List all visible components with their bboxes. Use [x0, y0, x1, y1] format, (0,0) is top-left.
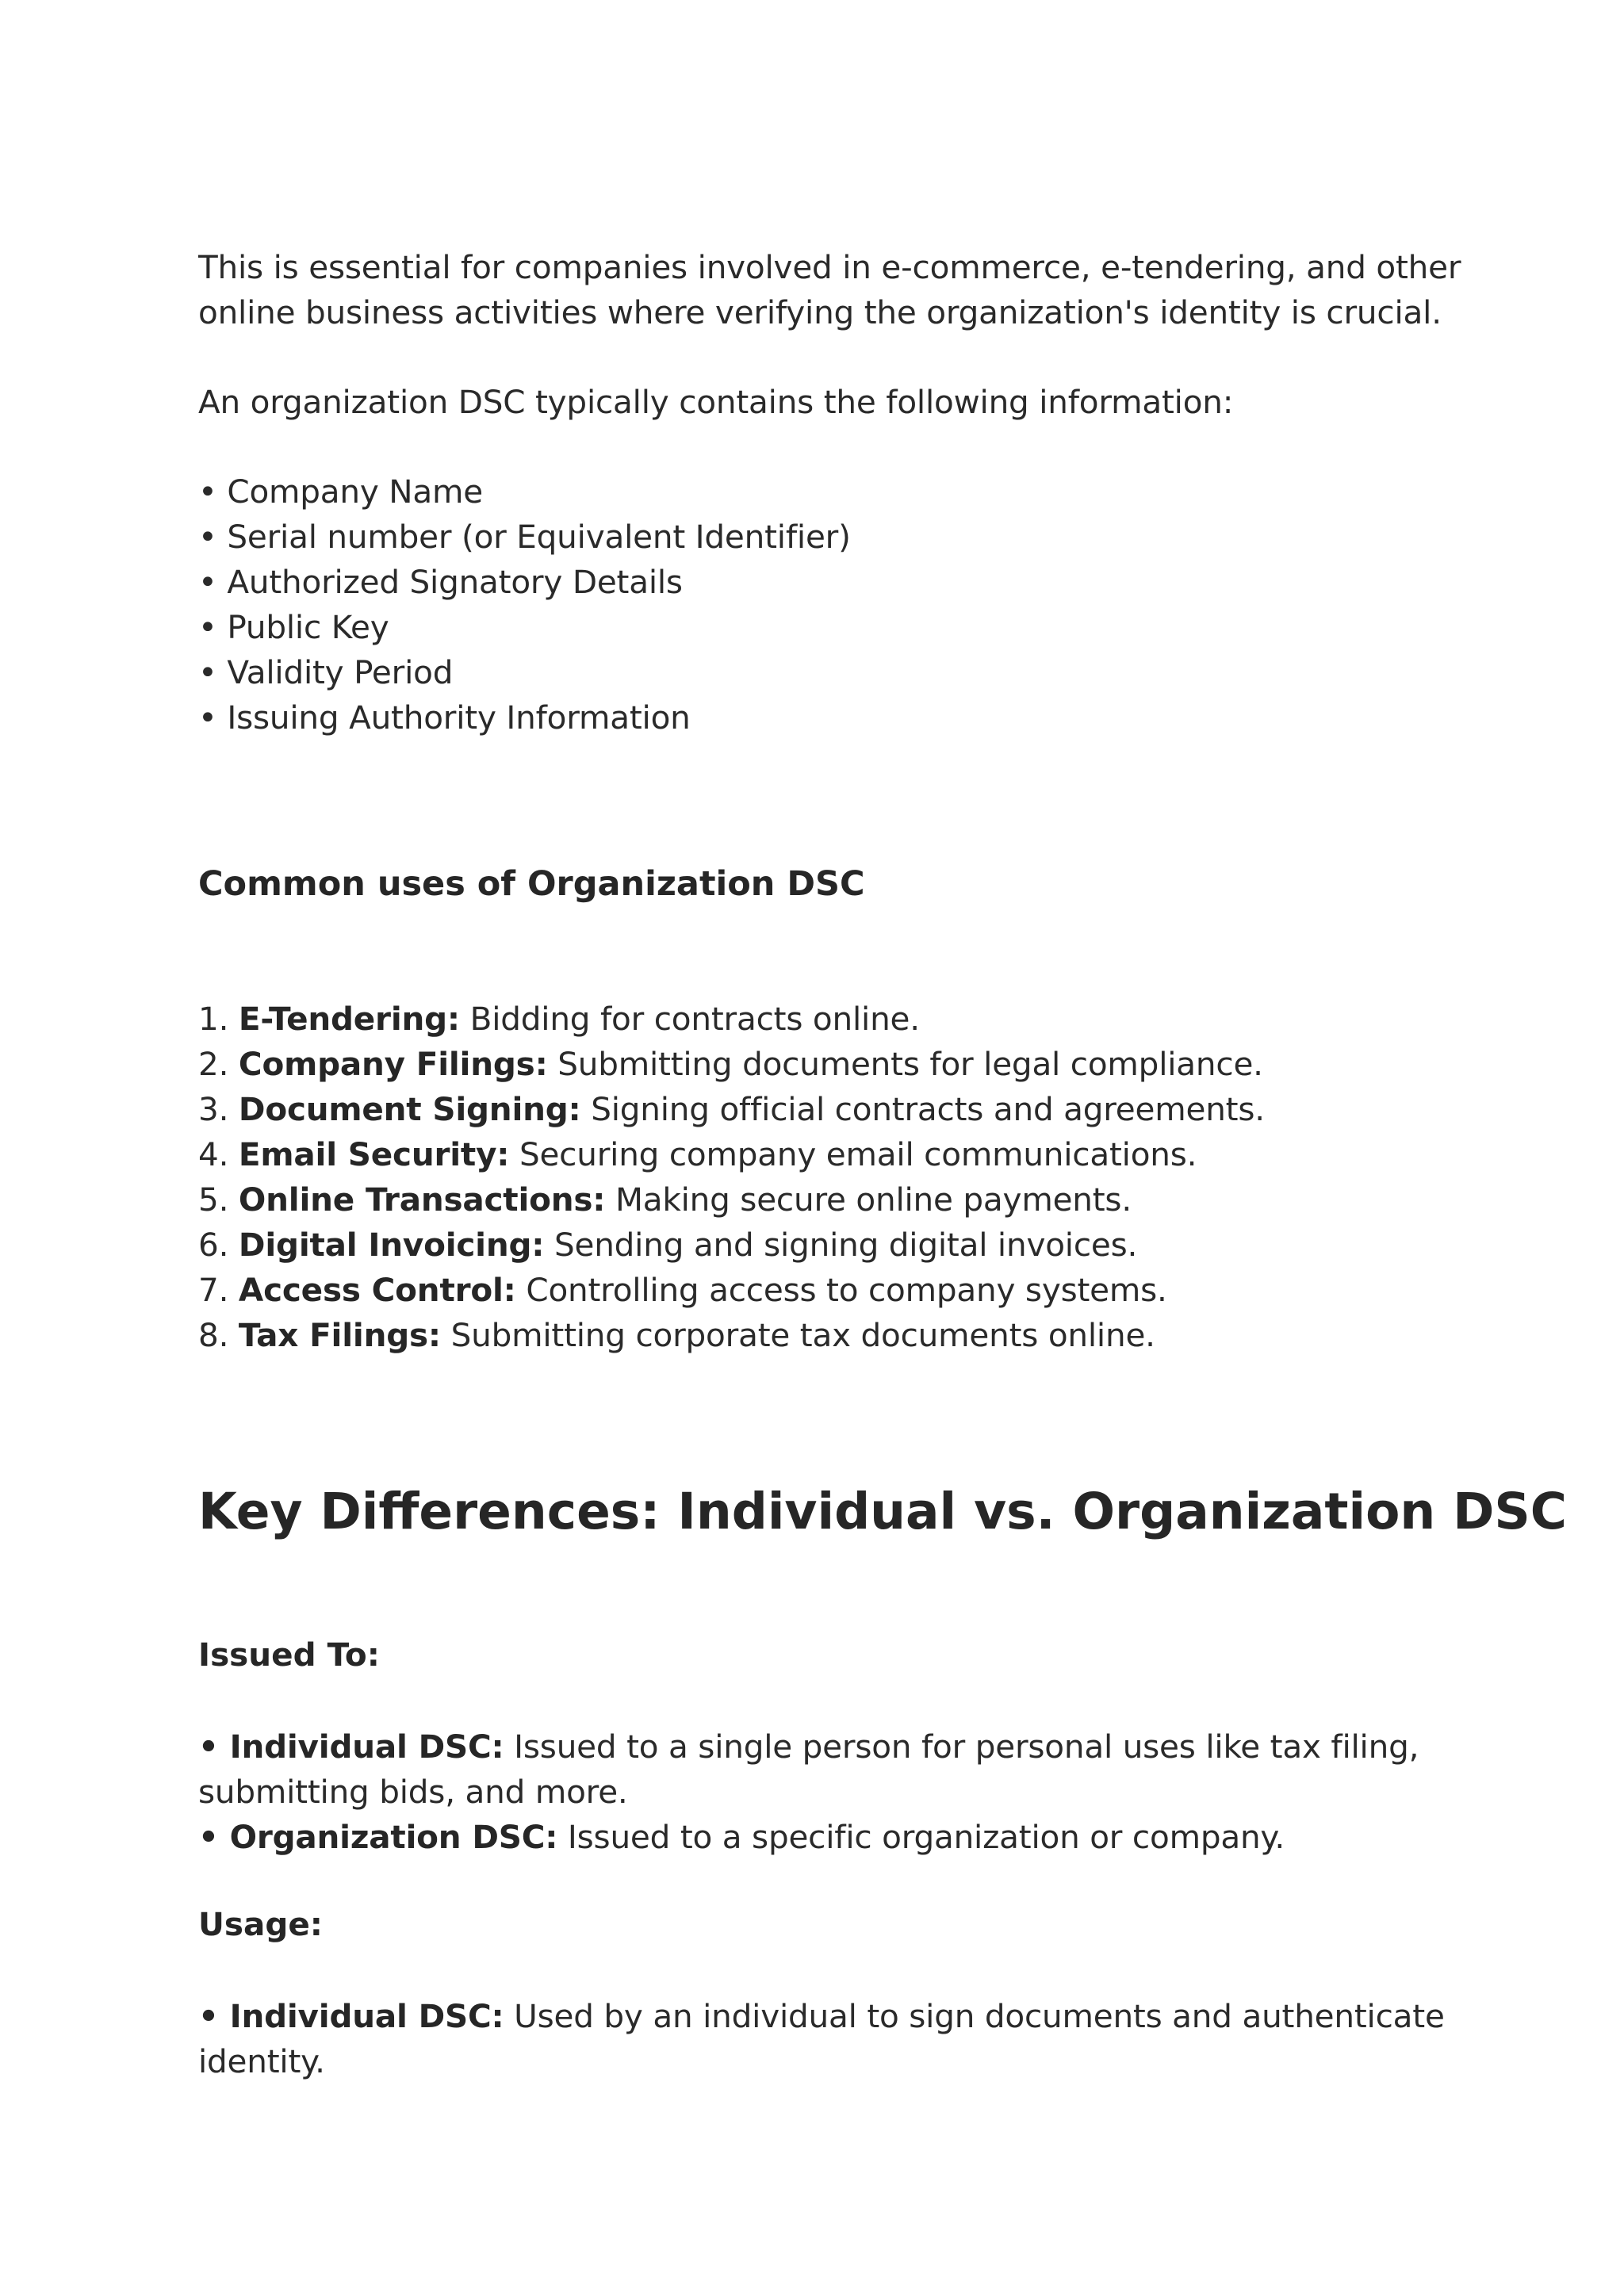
- item-term: Document Signing:: [238, 1090, 581, 1128]
- item-term: • Individual DSC:: [198, 1728, 504, 1766]
- info-item: • Serial number (or Equivalent Identifier): [198, 518, 851, 556]
- item-desc: Bidding for contracts online.: [459, 1000, 920, 1038]
- uses-item: [198, 1177, 1132, 1223]
- intro-line-1: This is essential for companies involved in e-commerce, e-tendering, and other: [198, 248, 1461, 286]
- item-number: 1.: [198, 1000, 239, 1038]
- item-desc: Sending and signing digital invoices.: [544, 1226, 1138, 1264]
- item-desc: Making secure online payments.: [605, 1181, 1132, 1219]
- usage-label: Usage:: [198, 1905, 323, 1943]
- issued-to-individual: [198, 1724, 1419, 1770]
- uses-item: [198, 997, 920, 1042]
- item-term: Email Security:: [238, 1135, 510, 1173]
- item-term: • Organization DSC:: [198, 1818, 558, 1856]
- item-term: E-Tendering:: [238, 1000, 460, 1038]
- item-desc: Controlling access to company systems.: [515, 1271, 1167, 1309]
- item-term: Digital Invoicing:: [238, 1226, 545, 1264]
- item-number: 8.: [198, 1316, 239, 1354]
- info-item: • Issuing Authority Information: [198, 698, 691, 737]
- item-desc: Signing official contracts and agreements.: [580, 1090, 1265, 1128]
- item-term: Company Filings:: [238, 1045, 548, 1083]
- item-term: Access Control:: [238, 1271, 516, 1309]
- item-number: 2.: [198, 1045, 239, 1083]
- differences-heading: Key Differences: Individual vs. Organization DSC: [198, 1483, 1568, 1540]
- item-term: Tax Filings:: [238, 1316, 441, 1354]
- issued-to-label: Issued To:: [198, 1636, 380, 1674]
- item-desc: Submitting documents for legal compliance.: [547, 1045, 1263, 1083]
- uses-item: [198, 1268, 1167, 1313]
- info-item: • Authorized Signatory Details: [198, 563, 683, 601]
- info-item: • Validity Period: [198, 653, 454, 691]
- item-number: 6.: [198, 1226, 239, 1264]
- item-term: • Individual DSC:: [198, 1997, 504, 2035]
- item-number: 3.: [198, 1090, 239, 1128]
- info-item: • Company Name: [198, 473, 483, 511]
- item-number: 4.: [198, 1135, 239, 1173]
- uses-item: [198, 1223, 1137, 1268]
- item-desc: Issued to a single person for personal uses like tax filing,: [504, 1728, 1419, 1766]
- item-desc: Securing company email communications.: [509, 1135, 1197, 1173]
- uses-item: [198, 1132, 1197, 1177]
- issued-to-organization: [198, 1815, 1285, 1860]
- issued-to-individual-cont: submitting bids, and more.: [198, 1773, 628, 1811]
- info-item: • Public Key: [198, 608, 389, 646]
- uses-item: [198, 1087, 1265, 1132]
- item-term: Online Transactions:: [238, 1181, 606, 1219]
- item-desc: Issued to a specific organization or company.: [557, 1818, 1285, 1856]
- uses-item: [198, 1313, 1155, 1358]
- item-desc: Submitting corporate tax documents online.: [440, 1316, 1155, 1354]
- uses-heading: Common uses of Organization DSC: [198, 864, 865, 904]
- item-number: 5.: [198, 1181, 239, 1219]
- intro-line-2: online business activities where verifying the organization's identity is crucial.: [198, 293, 1442, 331]
- uses-item: [198, 1042, 1263, 1087]
- item-desc: Used by an individual to sign documents and authenticate: [504, 1997, 1445, 2035]
- contains-text: An organization DSC typically contains the following information:: [198, 383, 1234, 421]
- item-number: 7.: [198, 1271, 239, 1309]
- usage-individual: [198, 1994, 1445, 2039]
- usage-individual-cont: identity.: [198, 2042, 325, 2080]
